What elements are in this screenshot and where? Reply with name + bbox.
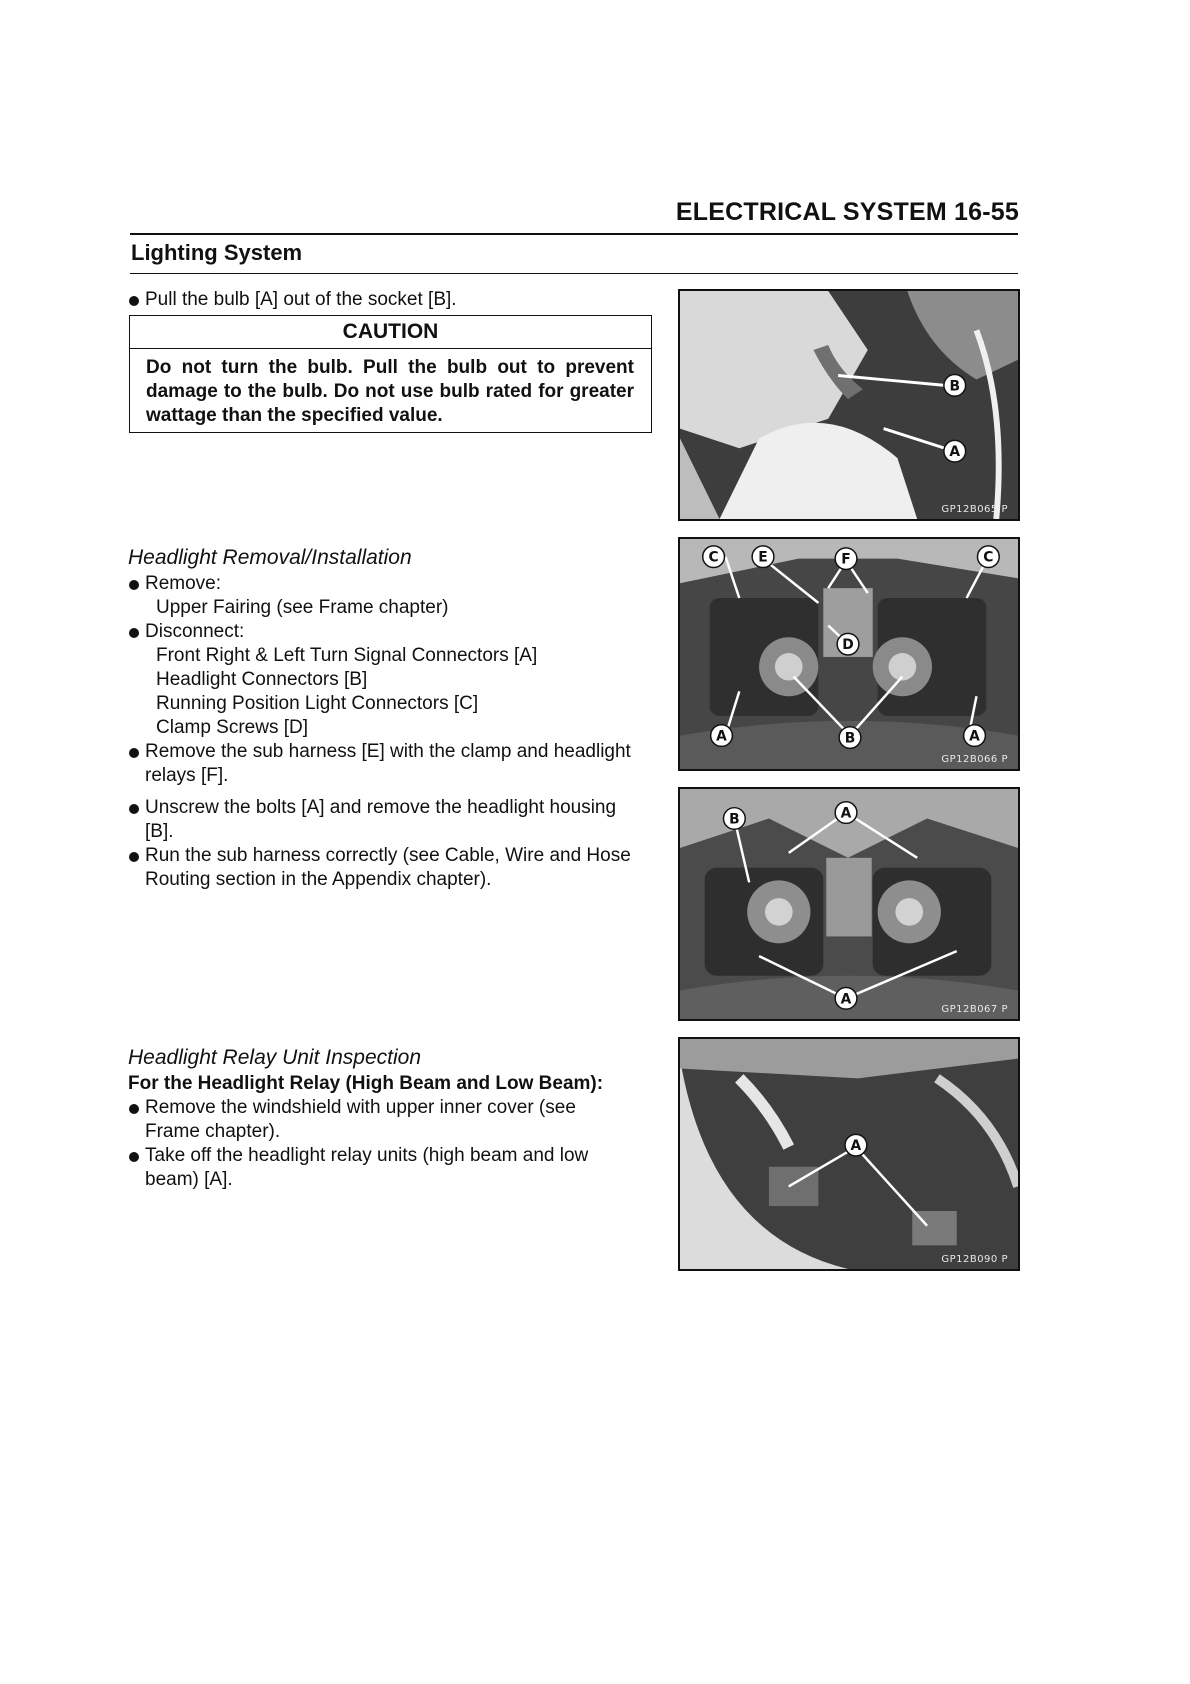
callout-a	[944, 440, 966, 462]
chapter-title: ELECTRICAL SYSTEM 16-55	[675, 198, 1019, 226]
photo-code: GP12B065 P	[941, 504, 1008, 515]
callout-a	[845, 1134, 867, 1156]
disconnect-item: Clamp Screws [D]	[156, 717, 309, 738]
sub-harness-step-cont: relays [F].	[145, 765, 229, 786]
callout-a	[835, 802, 857, 824]
remove-item: Upper Fairing (see Frame chapter)	[156, 597, 449, 618]
sub-harness-step: Remove the sub harness [E] with the clamp and headlight	[128, 740, 658, 764]
svg-text:A: A	[850, 1138, 862, 1155]
disconnect-label: Disconnect:	[128, 620, 658, 644]
run-harness-step-cont: Routing section in the Appendix chapter).	[145, 869, 492, 890]
unscrew-step-cont: [B].	[145, 821, 174, 842]
photo-bulb-socket	[678, 289, 1020, 521]
callout-f	[835, 548, 857, 570]
callout-d	[837, 633, 859, 655]
photo-code: GP12B066 P	[941, 754, 1008, 765]
disconnect-item: Running Position Light Connectors [C]	[156, 693, 479, 714]
callout-e	[752, 546, 774, 568]
unscrew-step: Unscrew the bolts [A] and remove the headlight housing	[128, 796, 658, 820]
photo-code: GP12B067 P	[941, 1004, 1008, 1015]
disconnect-item: Headlight Connectors [B]	[156, 669, 368, 690]
caution-box	[129, 315, 652, 433]
caution-text: Do not turn the bulb. Pull the bulb out to prevent damage to the bulb. Do not use bulb rated for greater wattage than the specified value.	[146, 357, 634, 426]
svg-text:D: D	[842, 637, 854, 654]
photo-headlight-housing	[678, 787, 1020, 1021]
remove-label: Remove:	[128, 572, 658, 596]
svg-text:B: B	[729, 811, 740, 828]
svg-text:B: B	[949, 378, 961, 395]
relay-bold-line: For the Headlight Relay (High Beam and Low Beam):	[128, 1073, 604, 1094]
header-rule-bottom	[130, 273, 1018, 274]
header-rule-top	[130, 233, 1018, 235]
svg-text:A: A	[840, 991, 852, 1008]
callout-b	[944, 375, 966, 397]
callout-b	[839, 727, 861, 749]
photo-headlight-connectors	[678, 537, 1020, 771]
housing-section	[128, 796, 658, 892]
bulb-step: Pull the bulb [A] out of the socket [B].	[128, 288, 658, 312]
photo-relay-units	[678, 1037, 1020, 1271]
relay-step-1: Remove the windshield with upper inner cover (see	[128, 1096, 658, 1120]
photo-code: GP12B090 P	[941, 1254, 1008, 1265]
svg-text:A: A	[840, 805, 852, 822]
svg-text:A: A	[716, 728, 727, 745]
svg-text:C: C	[983, 549, 994, 566]
svg-text:A: A	[969, 728, 980, 745]
callout-c	[703, 546, 725, 568]
callout-a	[964, 725, 986, 747]
svg-text:C: C	[708, 549, 719, 566]
svg-text:E: E	[758, 549, 768, 566]
callout-a	[711, 725, 733, 747]
callout-c	[977, 546, 999, 568]
svg-text:B: B	[844, 730, 856, 747]
relay-step-1-cont: Frame chapter).	[145, 1121, 281, 1142]
callout-a	[835, 988, 857, 1010]
svg-text:A: A	[949, 444, 961, 461]
run-harness-step: Run the sub harness correctly (see Cable, Wire and Hose	[128, 844, 658, 868]
section-title: Lighting System	[131, 240, 303, 265]
disconnect-item: Front Right & Left Turn Signal Connectors [A]	[156, 645, 538, 666]
relay-step-2-cont: beam) [A].	[145, 1169, 233, 1190]
callout-b	[723, 808, 745, 830]
bulb-step-block	[128, 288, 658, 312]
svg-text:F: F	[841, 551, 851, 568]
relay-step-2: Take off the headlight relay units (high beam and low	[128, 1144, 658, 1168]
relay-inspection-title: Headlight Relay Unit Inspection	[128, 1046, 421, 1069]
caution-title: CAUTION	[130, 316, 651, 349]
headlight-removal-section	[128, 546, 658, 788]
relay-inspection-section	[128, 1046, 658, 1192]
headlight-removal-title: Headlight Removal/Installation	[128, 546, 412, 569]
